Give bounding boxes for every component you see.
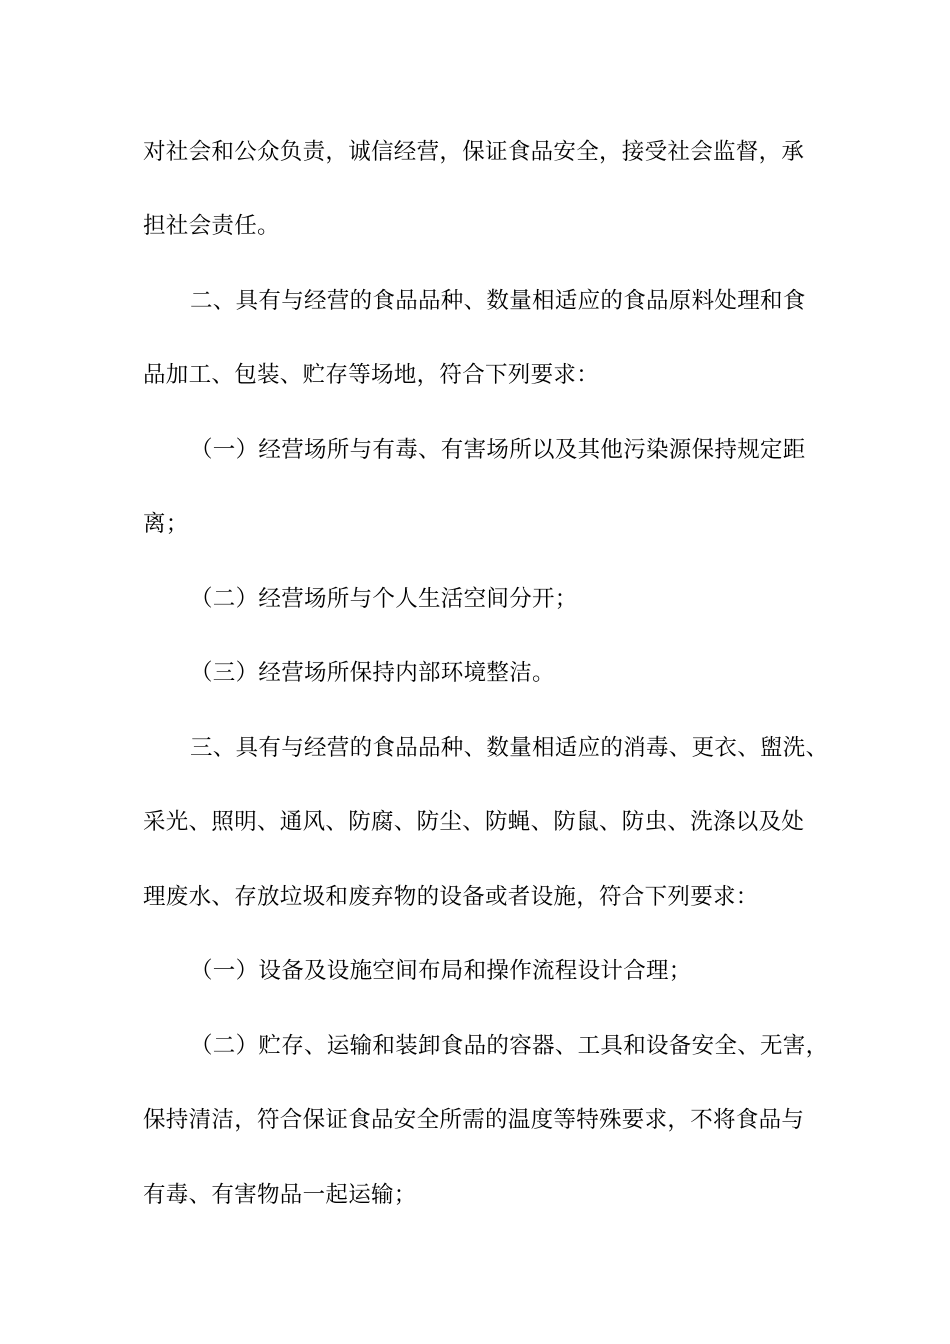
text-line: （二）经营场所与个人生活空间分开； [190, 586, 578, 612]
text-line: （三）经营场所保持内部环境整洁。 [190, 660, 555, 686]
text-line: （一）经营场所与有毒、有害场所以及其他污染源保持规定距 [190, 437, 806, 463]
text-line: 离； [143, 511, 189, 537]
text-line: （二）贮存、运输和装卸食品的容器、工具和设备安全、无害， [190, 1033, 829, 1059]
text-line: 担社会责任。 [143, 213, 280, 239]
text-line: 二、具有与经营的食品品种、数量相适应的食品原料处理和食 [190, 288, 806, 314]
text-line: 保持清洁，符合保证食品安全所需的温度等特殊要求，不将食品与 [143, 1107, 805, 1133]
text-line: 品加工、包装、贮存等场地，符合下列要求： [143, 362, 600, 388]
text-line: 三、具有与经营的食品品种、数量相适应的消毒、更衣、盥洗、 [190, 735, 829, 761]
text-line: 有毒、有害物品一起运输； [143, 1182, 417, 1208]
text-line: 采光、照明、通风、防腐、防尘、防蝇、防鼠、防虫、洗涤以及处 [143, 809, 805, 835]
text-line: 理废水、存放垃圾和废弃物的设备或者设施，符合下列要求： [143, 884, 759, 910]
text-line: （一）设备及设施空间布局和操作流程设计合理； [190, 958, 692, 984]
text-line: 对社会和公众负责，诚信经营，保证食品安全，接受社会监督，承 [143, 139, 805, 165]
